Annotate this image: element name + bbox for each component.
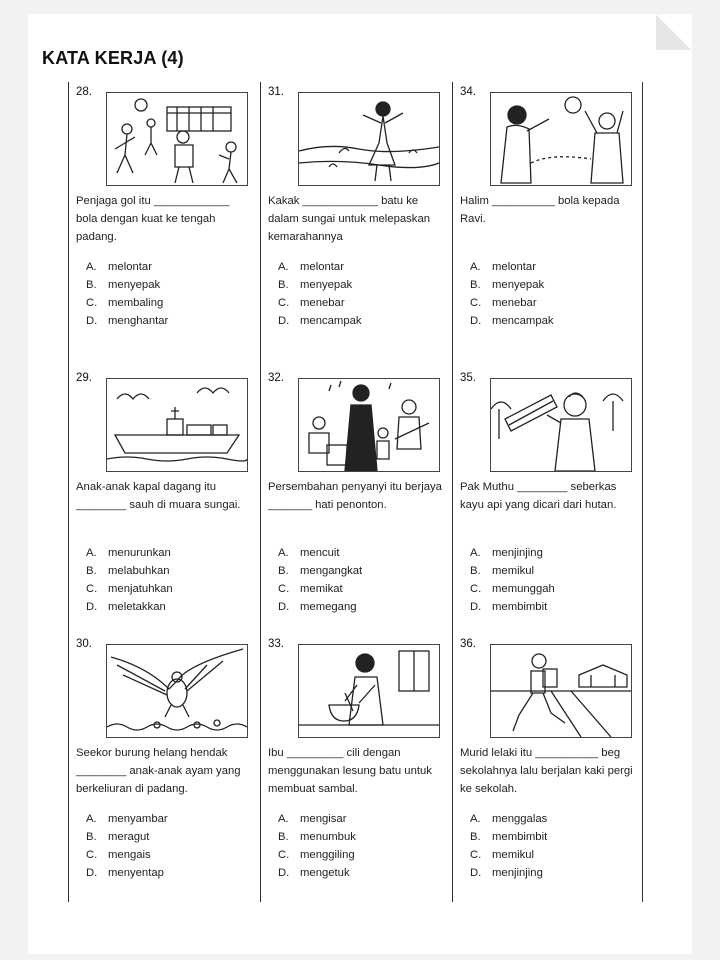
question-text: Pak Muthu ________ seberkas kayu api yang dicari dari hutan. — [460, 481, 617, 511]
answer-options — [86, 810, 252, 882]
question-30 — [68, 634, 252, 900]
option-d[interactable]: D. mencampak — [278, 315, 362, 327]
illustration-football-goalkeeper — [106, 92, 248, 186]
answer-options — [470, 258, 636, 330]
illustration-cargo-ship — [106, 378, 248, 472]
option-a[interactable]: A. menyambar — [86, 813, 168, 825]
option-d[interactable]: D. menghantar — [86, 315, 169, 327]
option-c[interactable]: C. memikat — [278, 583, 343, 595]
question-32 — [260, 368, 444, 634]
illustration-eagle-swooping — [106, 644, 248, 738]
question-text: Ibu _________ cili dengan menggunakan lesung batu untuk membuat sambal. — [268, 747, 432, 795]
option-d[interactable]: D. mencampak — [470, 315, 554, 327]
option-a[interactable]: A. melontar — [278, 261, 344, 273]
option-a[interactable]: A. melontar — [470, 261, 536, 273]
question-text: Halim __________ bola kepada Ravi. — [460, 195, 620, 225]
question-31 — [260, 82, 444, 348]
question-number: 30. — [76, 638, 92, 650]
option-d[interactable]: D. mengetuk — [278, 867, 350, 879]
option-b[interactable]: B. memikul — [470, 565, 535, 577]
option-d[interactable]: D. menyentap — [86, 867, 164, 879]
option-a[interactable]: A. melontar — [86, 261, 152, 273]
question-34 — [452, 82, 636, 348]
option-a[interactable]: A. mencuit — [278, 547, 340, 559]
question-number: 34. — [460, 86, 476, 98]
question-text: Kakak ____________ batu ke dalam sungai untuk melepaskan kemarahannya — [268, 195, 431, 243]
option-a[interactable]: A. menjinjing — [470, 547, 543, 559]
illustration-singer-performing — [298, 378, 440, 472]
answer-options — [86, 544, 252, 616]
question-text: Penjaga gol itu ____________ bola dengan kuat ke tengah padang. — [76, 195, 230, 243]
option-b[interactable]: B. mengangkat — [278, 565, 363, 577]
option-c[interactable]: C. menggiling — [278, 849, 355, 861]
option-a[interactable]: A. mengisar — [278, 813, 347, 825]
question-text: Seekor burung helang hendak ________ anak-anak ayam yang berkeliuran di padang. — [76, 747, 241, 795]
answer-options — [278, 544, 444, 616]
option-b[interactable]: B. menyepak — [470, 279, 545, 291]
question-grid — [68, 82, 644, 902]
question-text: Anak-anak kapal dagang itu ________ sauh di muara sungai. — [76, 481, 241, 511]
option-a[interactable]: A. menurunkan — [86, 547, 171, 559]
option-b[interactable]: B. meragut — [86, 831, 150, 843]
option-c[interactable]: C. memunggah — [470, 583, 555, 595]
column-divider — [642, 82, 643, 902]
option-c[interactable]: C. menjatuhkan — [86, 583, 173, 595]
illustration-mother-pounding-chili — [298, 644, 440, 738]
answer-options — [278, 810, 444, 882]
option-c[interactable]: C. mengais — [86, 849, 151, 861]
option-b[interactable]: B. menyepak — [86, 279, 161, 291]
question-number: 33. — [268, 638, 284, 650]
question-number: 36. — [460, 638, 476, 650]
option-c[interactable]: C. menebar — [470, 297, 537, 309]
question-number: 31. — [268, 86, 284, 98]
answer-options — [470, 544, 636, 616]
question-28 — [68, 82, 252, 348]
question-text: Persembahan penyanyi itu berjaya _______ hati penonton. — [268, 481, 442, 511]
option-b[interactable]: B. menumbuk — [278, 831, 356, 843]
option-b[interactable]: B. melabuhkan — [86, 565, 170, 577]
question-29 — [68, 368, 252, 634]
option-a[interactable]: A. menggalas — [470, 813, 548, 825]
worksheet-title: KATA KERJA (4) — [42, 48, 184, 68]
question-35 — [452, 368, 636, 634]
option-c[interactable]: C. memikul — [470, 849, 535, 861]
option-d[interactable]: D. meletakkan — [86, 601, 166, 613]
option-b[interactable]: B. menyepak — [278, 279, 353, 291]
option-b[interactable]: B. membimbit — [470, 831, 548, 843]
illustration-boys-passing-ball — [490, 92, 632, 186]
question-number: 28. — [76, 86, 92, 98]
option-d[interactable]: D. membimbit — [470, 601, 548, 613]
illustration-boy-walking-to-school — [490, 644, 632, 738]
option-c[interactable]: C. menebar — [278, 297, 345, 309]
question-number: 35. — [460, 372, 476, 384]
answer-options — [470, 810, 636, 882]
option-c[interactable]: C. membaling — [86, 297, 164, 309]
question-text: Murid lelaki itu __________ beg sekolahnya lalu berjalan kaki pergi ke sekolah. — [460, 747, 633, 795]
question-number: 32. — [268, 372, 284, 384]
page-corner-fold — [656, 14, 692, 50]
answer-options — [86, 258, 252, 330]
question-number: 29. — [76, 372, 92, 384]
option-d[interactable]: D. menjinjing — [470, 867, 543, 879]
question-36 — [452, 634, 636, 900]
answer-options — [278, 258, 444, 330]
option-d[interactable]: D. memegang — [278, 601, 357, 613]
illustration-girl-throwing-stone — [298, 92, 440, 186]
question-33 — [260, 634, 444, 900]
illustration-man-carrying-firewood — [490, 378, 632, 472]
